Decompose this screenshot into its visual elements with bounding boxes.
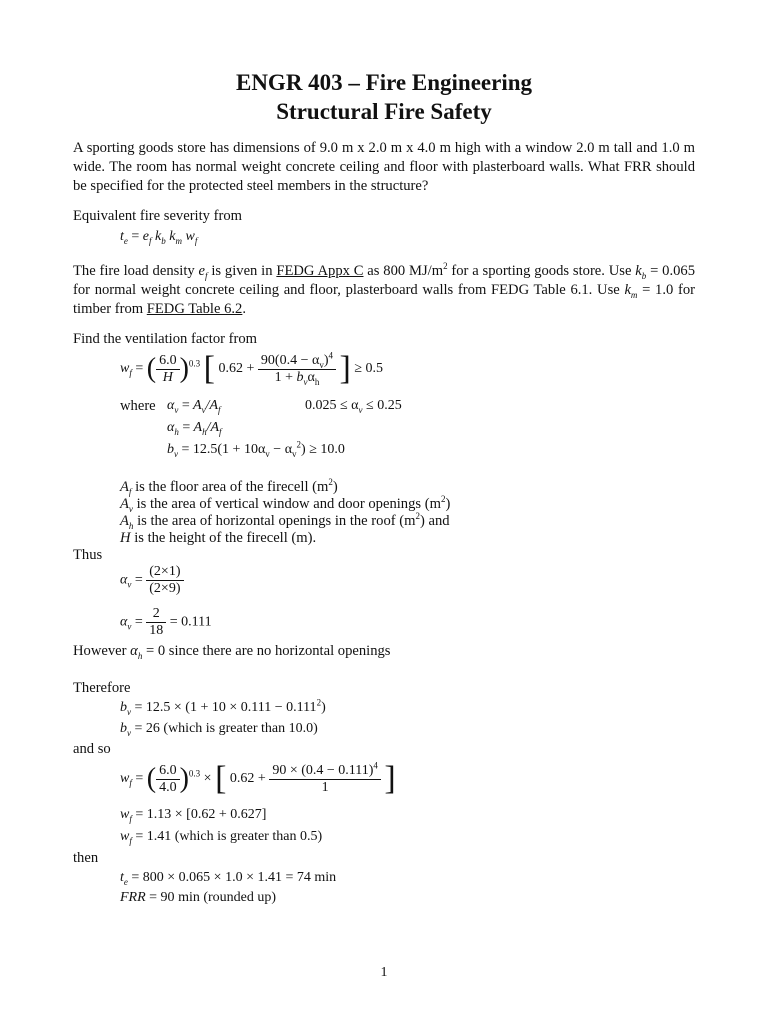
bv-result: $b_v = 26$ (which is greater than 10.0) xyxy=(120,721,318,738)
te-calc: $t_e = 800 \times 0.065 \times 1.0 \times 1.41 = 74$ min xyxy=(120,870,337,887)
ventilation-label: Find the ventilation factor from xyxy=(73,331,257,347)
def-af: $A_f$ is the floor area of the firecell $(m^2)$ xyxy=(120,477,338,497)
page-number: 1 xyxy=(380,965,388,980)
equivalent-severity-label: Equivalent fire severity from xyxy=(73,208,242,224)
frr-result: FRR = 90 min (rounded up) xyxy=(120,890,277,905)
problem-statement: A sporting goods store has dimensions of 9.0 m x 2.0 m x 4.0 m high with a window 2.0 m tall and 1.0 m wide. The room has normal weight concrete ceiling and floor with plasterboard walls. What FRR should be specified for the protected steel members in the structure? xyxy=(73,140,695,194)
fedg-appx-c-link[interactable]: FEDG Appx C xyxy=(276,263,364,279)
bv-calc: $b_v = 12.5 \times (1 + 10 \times 0.111 - 0.111^2)$ xyxy=(120,697,326,717)
wf-step: $w_f = 1.13 \times [0.62 + 0.627]$ xyxy=(120,807,267,824)
def-ah: $A_h$ is the area of horizontal openings in the roof $(m^2)$ and xyxy=(120,511,450,531)
fire-load-paragraph: The fire load density $e_f$ is given in FEDG Appx C as 800 $MJ/m^2$ for a sporting goods store. Use $k_b = 0.065$ for normal weight concrete ceiling and floor, plasterboard walls from FEDG Table 6.1. Use $k_m = 1.0$ for timber from FEDG Table 6.2. xyxy=(73,261,696,317)
then-label: then xyxy=(73,850,99,866)
te-formula: $t_e = e_f$ $k_b$ $k_m$ $w_f$ xyxy=(120,229,198,246)
alpha-v-result: $\alpha_v$ = $\frac{2}{18}$ = 0.111 xyxy=(120,606,212,638)
thus-label: Thus xyxy=(73,547,103,563)
and-so-label: and so xyxy=(73,741,111,757)
wf-formula: $w_f$ = ( $\frac{6.0}{H}$ )$^{0.3}$ [ 0.62 + $\frac{90(0.4 - \alpha_v)^4}{1 + b_v\alpha_h}$ ] ≥ 0.5 xyxy=(120,349,383,387)
alpha-h-def: $\alpha_h = A_h/A_f$ xyxy=(167,420,222,437)
therefore-label: Therefore xyxy=(73,680,131,696)
def-av: $A_v$ is the area of vertical window and door openings $(m^2)$ xyxy=(120,494,451,514)
page-title: ENGR 403 – Fire Engineering xyxy=(235,70,532,95)
however-line: However $\alpha_h = 0$ since there are no horizontal openings xyxy=(73,643,391,661)
bv-def: $b_v = 12.5(1 + 10\alpha_v - \alpha_v^2) \ge 10.0$ xyxy=(167,439,345,459)
alpha-v-def: $\alpha_v = A_v/A_f$ xyxy=(167,398,221,415)
page-subtitle: Structural Fire Safety xyxy=(276,99,492,124)
wf-calc: $w_f$ = ( $\frac{6.0}{4.0}$ )$^{0.3}$ × [ 0.62 + $\frac{90 \times (0.4 - 0.111)^4}{1}$ ] xyxy=(120,759,396,797)
def-h: H is the height of the firecell (m). xyxy=(120,530,317,546)
alpha-v-calc: $\alpha_v$ = $\frac{(2\times 1)}{(2\times 9)}$ xyxy=(120,564,184,597)
where-label: where xyxy=(120,398,156,414)
wf-result: $w_f = 1.41$ (which is greater than 0.5) xyxy=(120,829,323,846)
fedg-table-link[interactable]: FEDG Table 6.2 xyxy=(146,301,243,317)
alpha-range: $0.025 \le \alpha_v \le 0.25$ xyxy=(305,398,402,415)
